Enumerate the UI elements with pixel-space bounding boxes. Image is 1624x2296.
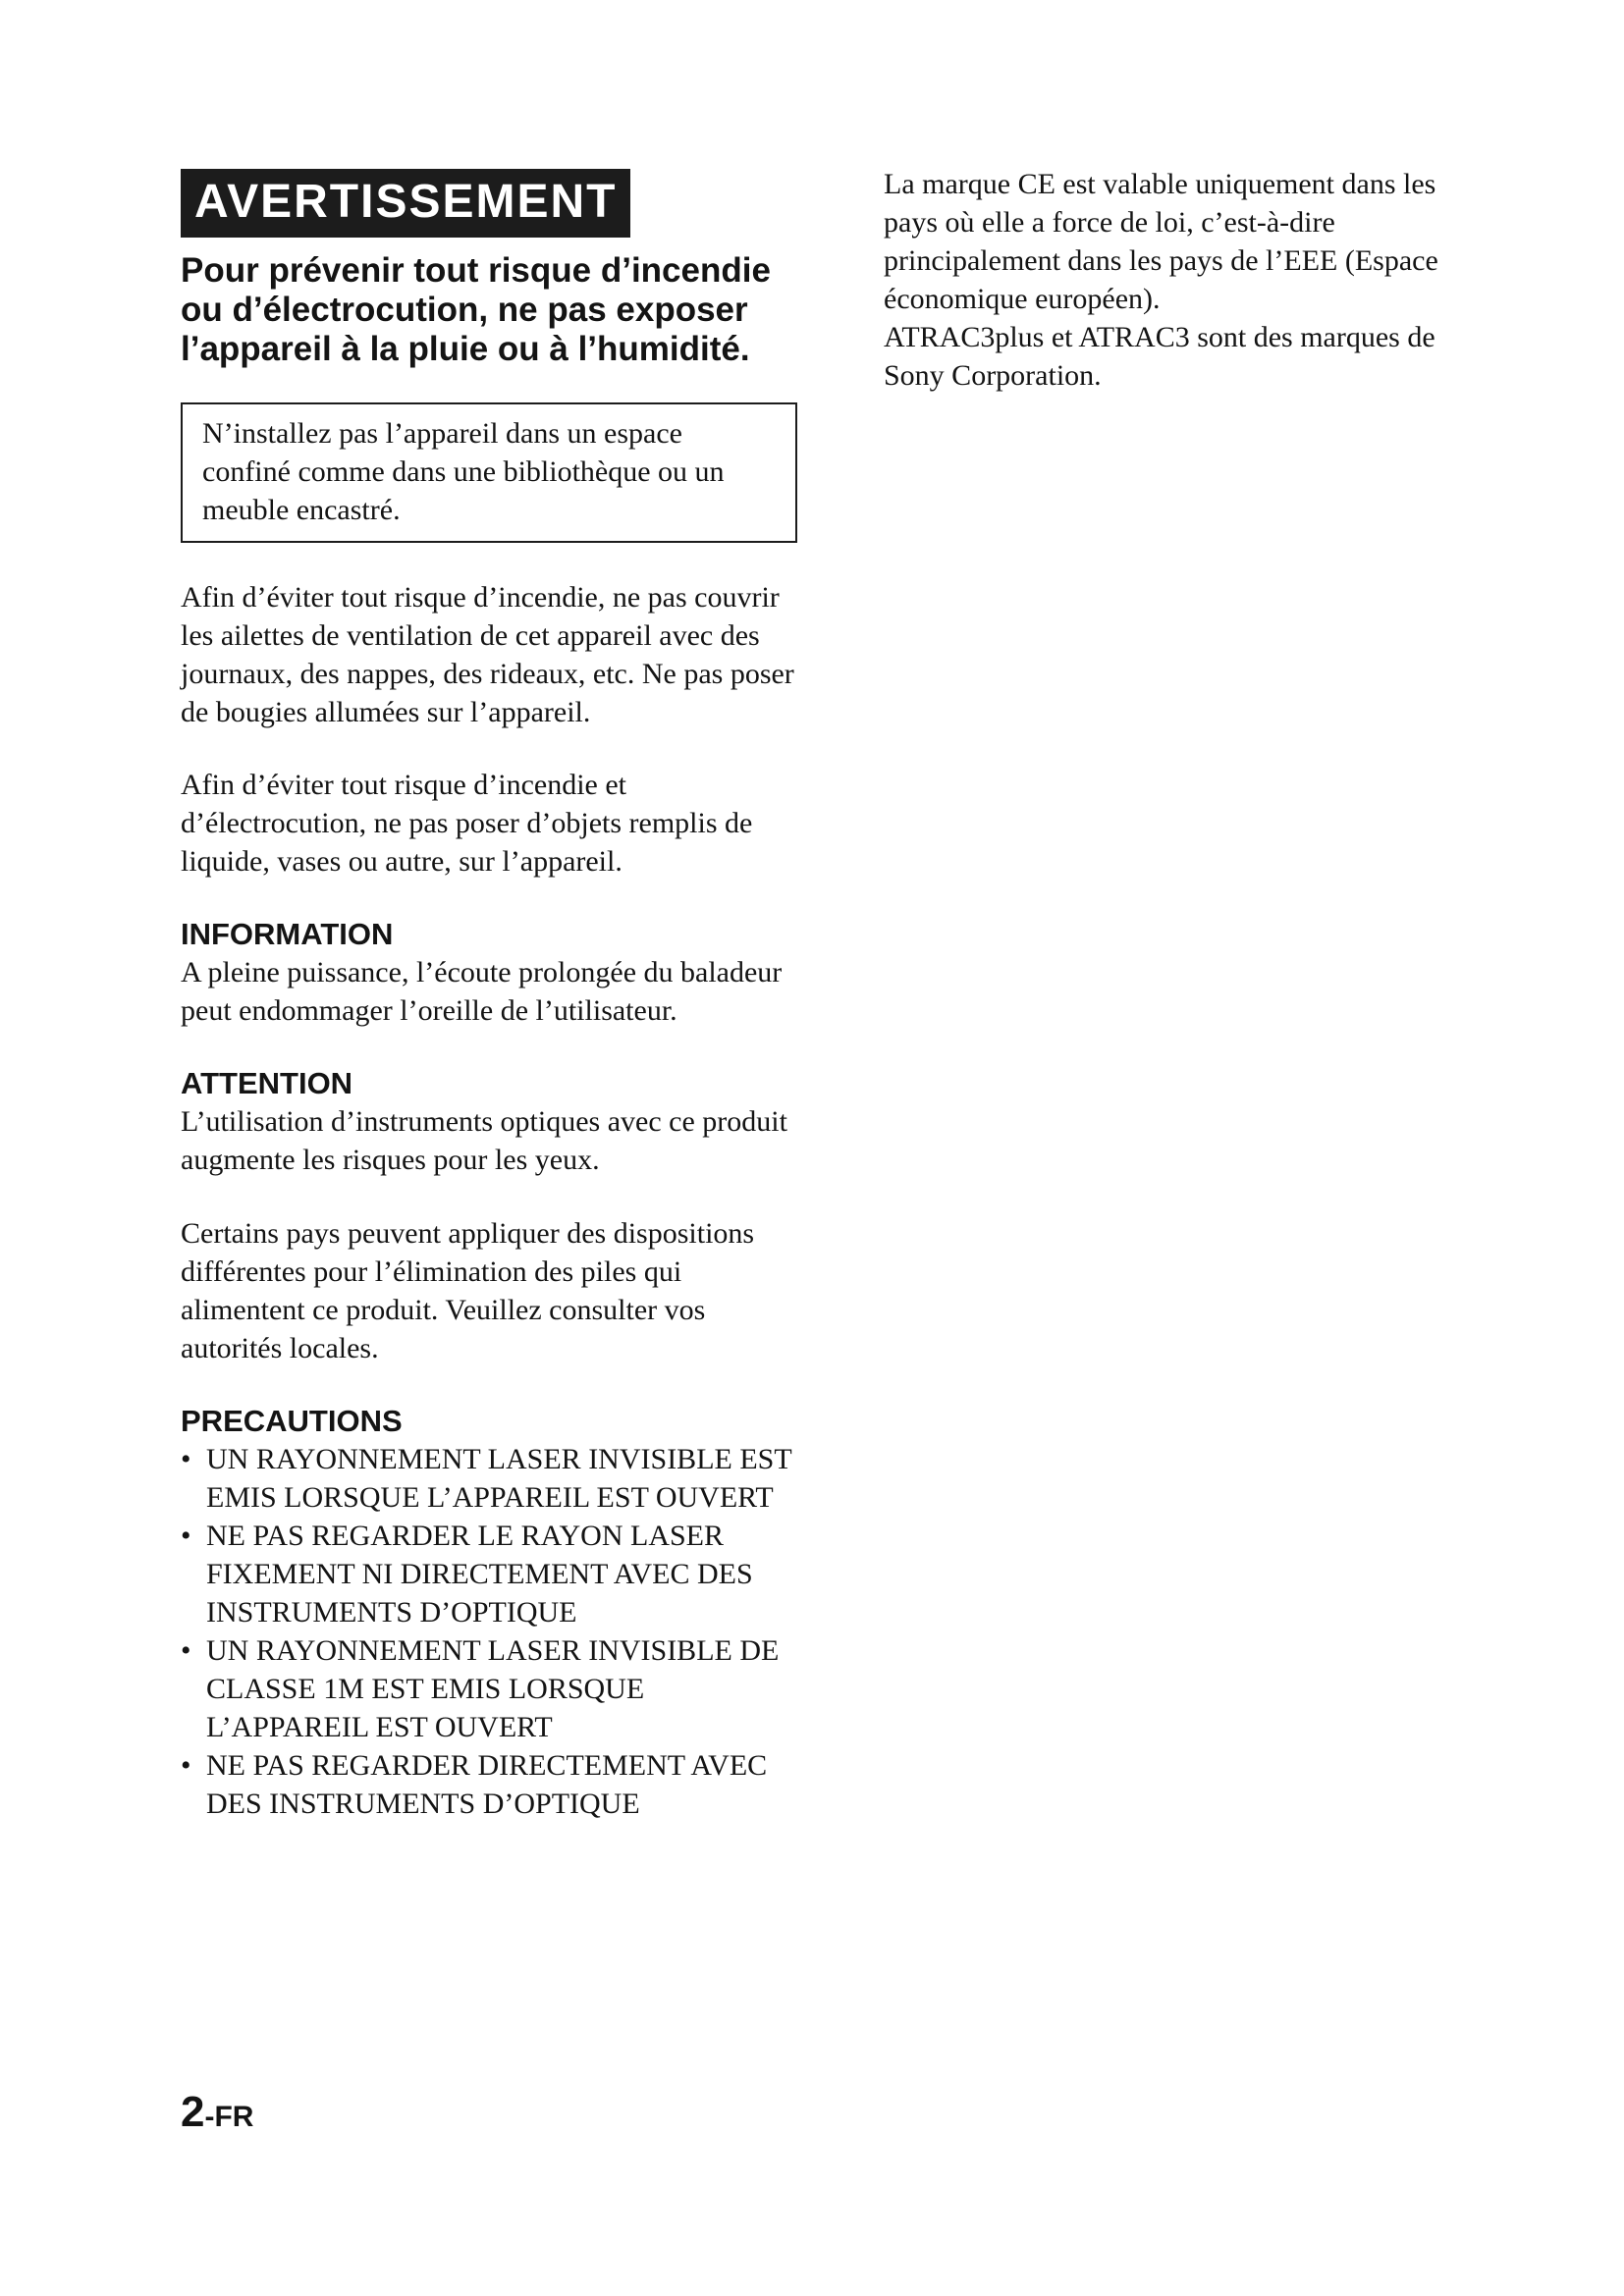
- bullet-icon: •: [181, 1520, 191, 1552]
- information-section: [181, 915, 809, 1030]
- attention-text: L’utilisation d’instruments optiques avec ce produit augmente les risques pour les yeux.: [181, 1105, 787, 1176]
- left-column: [181, 169, 809, 1823]
- precautions-section: [181, 1402, 809, 1823]
- list-item-text: UN RAYONNEMENT LASER INVISIBLE DE CLASSE 1M EST EMIS LORSQUE L’APPAREIL EST OUVERT: [206, 1634, 780, 1743]
- boxed-installation-note: N’installez pas l’appareil dans un espace confiné comme dans une bibliothèque ou un meuble encastré.: [181, 402, 797, 543]
- attention-section: [181, 1064, 809, 1179]
- warning-title: AVERTISSEMENT: [181, 169, 630, 238]
- list-item: [181, 1631, 809, 1746]
- right-column: [884, 165, 1492, 395]
- information-text: A pleine puissance, l’écoute prolongée du baladeur peut endommager l’oreille de l’utilisateur.: [181, 956, 783, 1027]
- attention-heading: ATTENTION: [181, 1066, 353, 1100]
- warning-subtitle: Pour prévenir tout risque d’incendie ou d’électrocution, ne pas exposer l’appareil à la pluie ou à l’humidité.: [181, 251, 771, 368]
- information-heading: INFORMATION: [181, 917, 394, 951]
- bullet-icon: •: [181, 1749, 191, 1782]
- page-number: [181, 2088, 254, 2136]
- trademark-paragraph: ATRAC3plus et ATRAC3 sont des marques de Sony Corporation.: [884, 321, 1435, 392]
- bullet-icon: •: [181, 1634, 191, 1667]
- list-item-text: NE PAS REGARDER LE RAYON LASER FIXEMENT NI DIRECTEMENT AVEC DES INSTRUMENTS D’OPTIQUE: [206, 1520, 753, 1629]
- list-item: [181, 1440, 809, 1517]
- page-number-value: 2: [181, 2088, 205, 2136]
- precautions-list: [181, 1440, 809, 1823]
- list-item-text: UN RAYONNEMENT LASER INVISIBLE EST EMIS LORSQUE L’APPAREIL EST OUVERT: [206, 1443, 792, 1514]
- ce-mark-paragraph: La marque CE est valable uniquement dans les pays où elle a force de loi, c’est-à-dire principalement dans les pays de l’EEE (Espace économique européen).: [884, 168, 1438, 315]
- list-item: [181, 1746, 809, 1823]
- batteries-paragraph: Certains pays peuvent appliquer des dispositions différentes pour l’élimination des piles qui alimentent ce produit. Veuillez consulter vos autorités locales.: [181, 1217, 755, 1364]
- list-item-text: NE PAS REGARDER DIRECTEMENT AVEC DES INSTRUMENTS D’OPTIQUE: [206, 1749, 768, 1820]
- bullet-icon: •: [181, 1443, 191, 1475]
- list-item: [181, 1517, 809, 1631]
- page-number-suffix: -FR: [204, 2101, 254, 2133]
- liquid-risk-paragraph: Afin d’éviter tout risque d’incendie et d’électrocution, ne pas poser d’objets remplis de liquide, vases ou autre, sur l’appareil.: [181, 769, 753, 878]
- precautions-heading: PRECAUTIONS: [181, 1404, 403, 1438]
- fire-risk-paragraph: Afin d’éviter tout risque d’incendie, ne pas couvrir les ailettes de ventilation de cet appareil avec des journaux, des nappes, des rideaux, etc. Ne pas poser de bougies allumées sur l’appareil.: [181, 581, 794, 728]
